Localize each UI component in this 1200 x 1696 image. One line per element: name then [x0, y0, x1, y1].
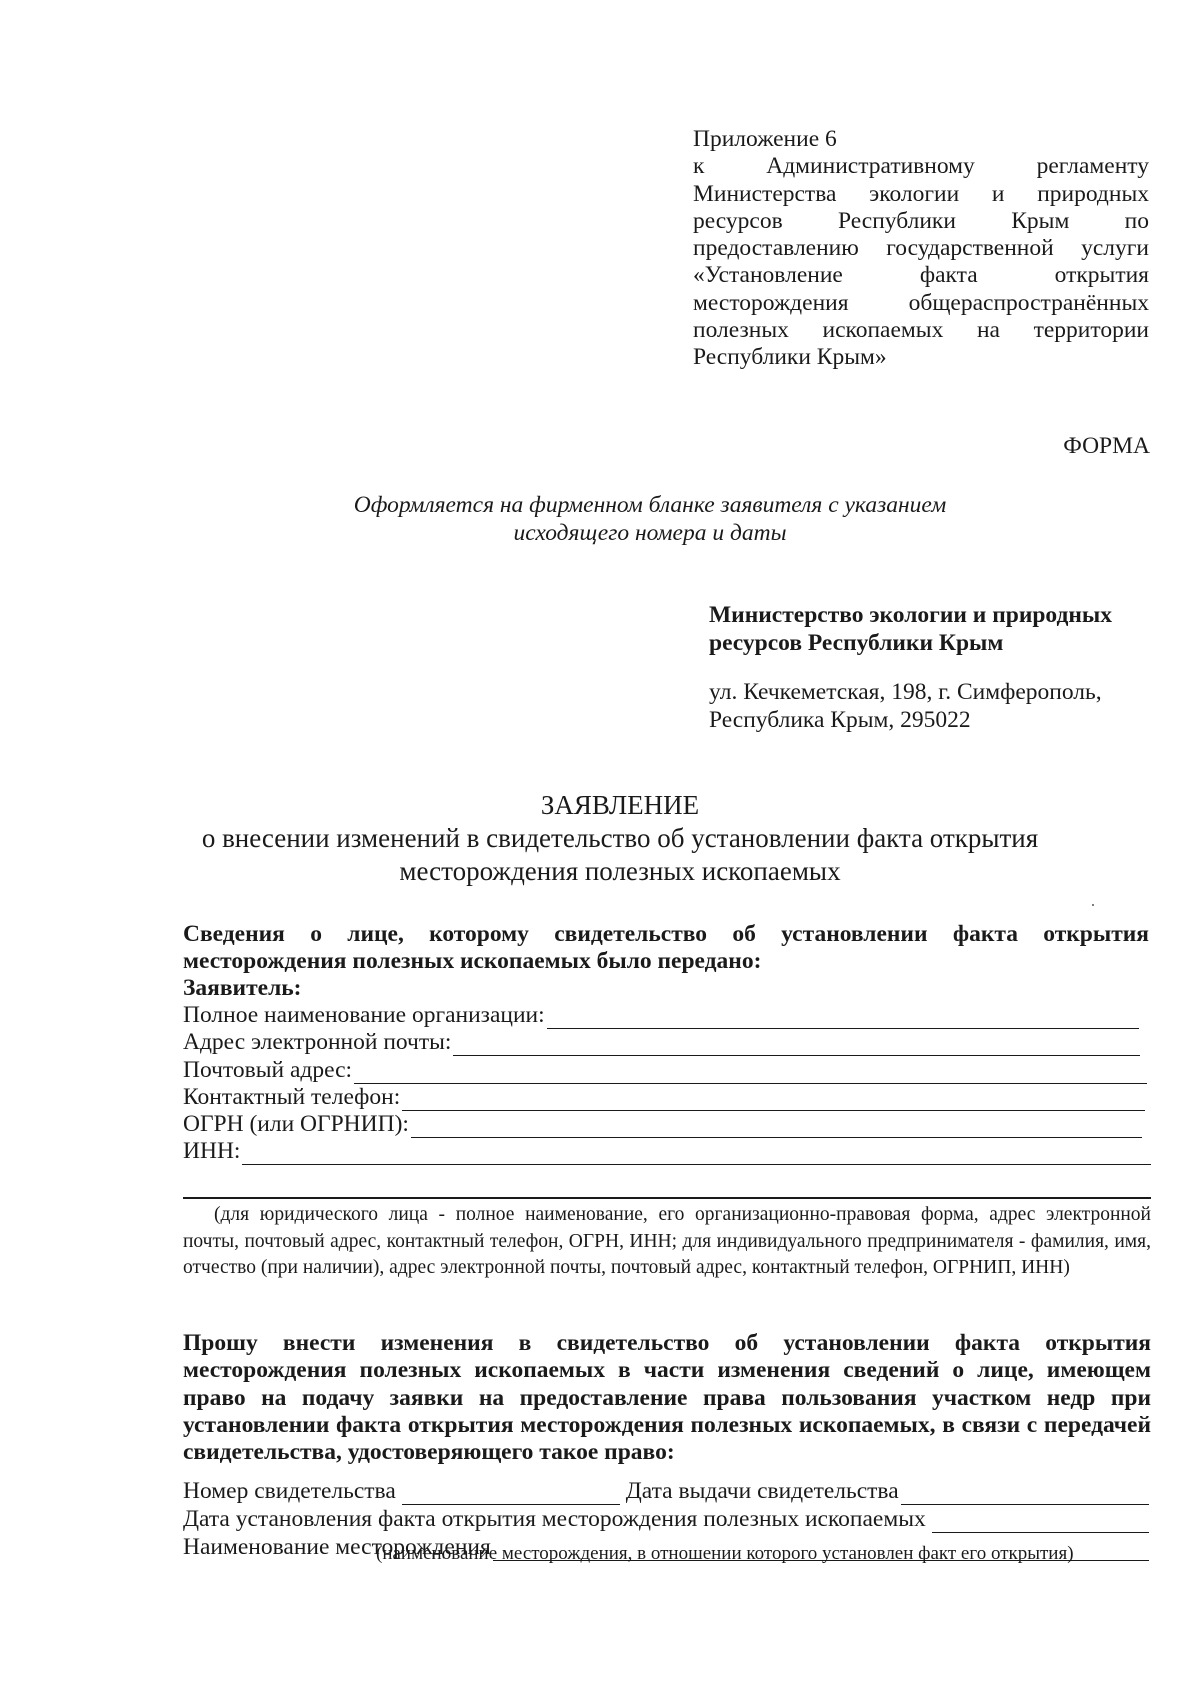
request-paragraph: Прошу внести изменения в свидетельство об установлении факта открытия месторождения полезных ископаемых в части изменения сведений о лице, имеющем право на подачу заявки на предоставление права пользования участком недр при установлении факта открытия месторождения полезных ископаемых, в связи с передачей свидетельства, удостоверяющего такое право:	[183, 1330, 1151, 1466]
phone-blank[interactable]	[402, 1090, 1145, 1111]
postal-address-label: Почтовый адрес:	[183, 1056, 353, 1083]
scan-speck	[1092, 904, 1094, 906]
form-label: ФОРМА	[1063, 433, 1150, 459]
addressee-block	[709, 601, 1149, 734]
org-name-field[interactable]	[183, 1002, 1139, 1029]
issue-date-label: Дата выдачи свидетельства	[625, 1478, 899, 1504]
addressee-address-line: ул. Кечкеметская, 198, г. Симферополь,	[709, 679, 1102, 705]
cert-number-label: Номер свидетельства	[183, 1478, 396, 1504]
phone-field[interactable]	[183, 1084, 1145, 1111]
transferee-note: (для юридического лица - полное наименование, его организационно-правовая форма, адрес электронной почты, почтовый адрес, контактный телефон, ОГРН, ИНН; для индивидуального предпринимателя - фамилия, имя, отчество (при наличии), адрес электронной почты, почтовый адрес, контактный телефон, ОГРНИП, ИНН)	[183, 1204, 1151, 1278]
addressee-address	[709, 678, 1149, 734]
discovery-date-blank[interactable]	[932, 1512, 1149, 1533]
email-field[interactable]	[183, 1029, 1140, 1056]
inn-field[interactable]	[183, 1138, 1151, 1165]
addressee-org	[709, 601, 1149, 657]
letterhead-note-line: исходящего номера и даты	[513, 520, 787, 546]
transferee-section	[183, 921, 1149, 1165]
inn-label: ИНН:	[183, 1138, 241, 1165]
phone-label: Контактный телефон:	[183, 1083, 401, 1110]
appendix-title: Приложение 6	[693, 126, 837, 152]
transferee-intro: Сведения о лице, которому свидетельство об установлении факта открытия месторождения полезных ископаемых было передано:	[183, 921, 1149, 974]
addressee-org-line: Министерство экологии и природных	[709, 602, 1113, 628]
inn-blank[interactable]	[242, 1144, 1151, 1165]
document-subtitle-line: месторождения полезных ископаемых	[399, 856, 841, 886]
postal-address-blank[interactable]	[354, 1063, 1147, 1084]
discovery-date-row	[183, 1505, 1149, 1533]
addressee-org-line: ресурсов Республики Крым	[709, 630, 1004, 656]
org-name-label: Полное наименование организации:	[183, 1002, 545, 1029]
deposit-name-label: Наименование месторождения	[183, 1534, 491, 1560]
ogrn-blank[interactable]	[411, 1117, 1142, 1138]
letterhead-note	[200, 491, 1100, 547]
certificate-row	[183, 1477, 1149, 1505]
document-title: ЗАЯВЛЕНИЕ	[540, 790, 700, 820]
issue-date-blank[interactable]	[901, 1484, 1149, 1505]
postal-address-field[interactable]	[183, 1056, 1147, 1083]
appendix-block	[693, 126, 1149, 372]
ogrn-label: ОГРН (или ОГРНИП):	[183, 1110, 409, 1137]
org-name-blank[interactable]	[547, 1008, 1139, 1029]
letterhead-note-line: Оформляется на фирменном бланке заявителя с указанием	[353, 492, 947, 518]
discovery-date-label: Дата установления факта открытия месторождения полезных ископаемых	[183, 1506, 926, 1532]
ogrn-field[interactable]	[183, 1111, 1142, 1138]
document-subtitle-line: о внесении изменений в свидетельство об установлении факта открытия	[201, 823, 1039, 853]
document-heading	[120, 789, 1120, 888]
divider	[183, 1197, 1151, 1199]
appendix-text: к Административному регламенту Министерства экологии и природных ресурсов Республики Крым по предоставлению государственной услуги «Установление факта открытия месторождения общераспространённых полезных ископаемых на территории Республики Крым»	[693, 153, 1149, 371]
email-label: Адрес электронной почты:	[183, 1029, 452, 1056]
addressee-address-line: Республика Крым, 295022	[709, 707, 971, 733]
email-blank[interactable]	[453, 1035, 1140, 1056]
deposit-name-caption: (наименование месторождения, в отношении которого установлен факт его открытия)	[376, 1543, 1074, 1564]
cert-number-blank[interactable]	[402, 1484, 620, 1505]
applicant-label: Заявитель:	[183, 975, 302, 1001]
